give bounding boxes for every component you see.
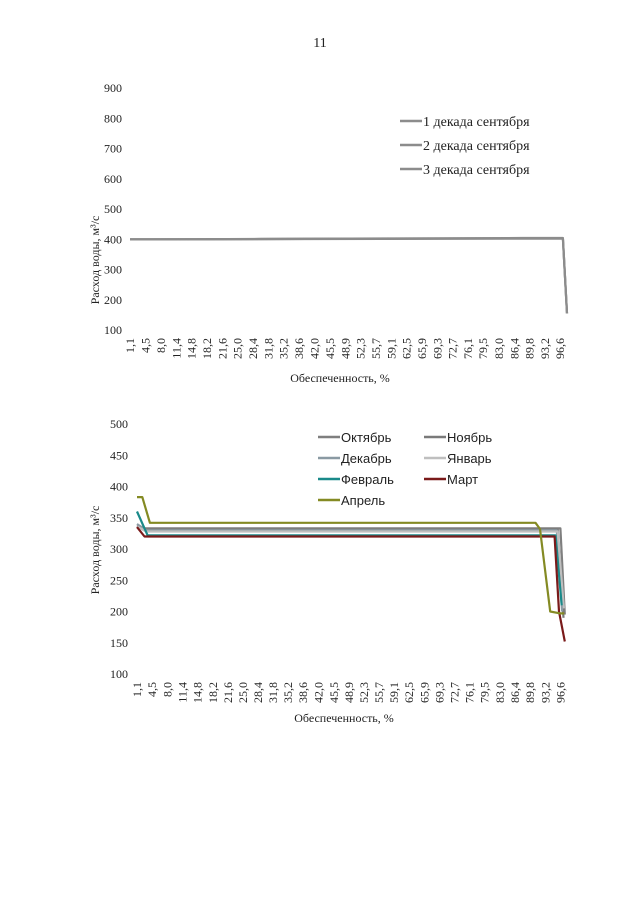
x-tick-label: 48,9 (338, 338, 353, 359)
x-tick-label: 31,8 (266, 682, 281, 703)
page-number: 11 (313, 36, 327, 51)
series-line-3 (130, 239, 567, 314)
y-tick-label: 100 (110, 667, 128, 681)
y-tick-label: 600 (104, 171, 122, 186)
x-tick-label: 62,5 (402, 682, 417, 703)
series-line-6 (137, 527, 565, 641)
x-tick-label: 35,2 (276, 338, 291, 359)
chart1-x-ticks (123, 338, 567, 359)
x-tick-label: 4,5 (138, 338, 153, 353)
legend-label: Ноябрь (447, 430, 493, 445)
chart2-legend (318, 430, 492, 508)
series-line-2 (130, 238, 567, 313)
legend-label: Февраль (341, 472, 394, 487)
series-line-2 (137, 527, 564, 618)
y-tick-label: 150 (110, 635, 128, 650)
chart2-x-axis-title: Обеспеченность, % (294, 711, 394, 725)
chart-october-april (0, 410, 640, 740)
x-tick-label: 42,0 (307, 338, 322, 359)
y-tick-label: 200 (104, 292, 122, 307)
x-tick-label: 89,8 (523, 682, 538, 703)
series-line-1 (137, 525, 565, 614)
chart1-series (130, 238, 567, 313)
x-tick-label: 69,3 (430, 338, 445, 359)
x-tick-label: 65,9 (414, 338, 429, 359)
x-tick-label: 28,4 (251, 682, 266, 703)
x-tick-label: 96,6 (553, 682, 568, 703)
x-tick-label: 76,1 (460, 338, 475, 359)
x-tick-label: 8,0 (154, 338, 169, 353)
chart1-y-ticks (104, 81, 122, 337)
y-tick-label: 450 (110, 448, 128, 463)
y-tick-label: 250 (110, 573, 128, 588)
x-tick-label: 59,1 (384, 338, 399, 359)
x-tick-label: 52,3 (356, 682, 371, 703)
x-tick-label: 93,2 (538, 682, 553, 703)
legend-label: Октябрь (341, 430, 392, 445)
chart-september (0, 70, 640, 390)
x-tick-label: 4,5 (145, 682, 160, 697)
chart2-y-ticks (110, 417, 128, 681)
x-tick-label: 45,5 (323, 338, 338, 359)
chart2-x-ticks (130, 682, 567, 703)
x-tick-label: 72,7 (445, 338, 460, 359)
chart1-legend (400, 115, 530, 178)
x-tick-label: 38,6 (296, 682, 311, 703)
chart2-series (137, 497, 565, 641)
x-tick-label: 83,0 (491, 338, 506, 359)
series-line-4 (137, 527, 564, 609)
x-tick-label: 86,4 (507, 338, 522, 359)
x-tick-label: 76,1 (462, 682, 477, 703)
x-tick-label: 55,7 (372, 682, 387, 703)
y-tick-label: 900 (104, 81, 122, 95)
series-line-1 (130, 238, 567, 313)
y-tick-label: 800 (104, 111, 122, 126)
x-tick-label: 31,8 (261, 338, 276, 359)
x-tick-label: 38,6 (291, 338, 306, 359)
x-tick-label: 14,8 (190, 682, 205, 703)
x-tick-label: 45,5 (326, 682, 341, 703)
y-tick-label: 300 (110, 542, 128, 556)
x-tick-label: 25,0 (235, 682, 250, 703)
x-tick-label: 25,0 (230, 338, 245, 359)
legend-label: Декабрь (341, 451, 392, 466)
y-tick-label: 700 (104, 141, 122, 156)
y-tick-label: 100 (104, 323, 122, 337)
x-tick-label: 21,6 (215, 338, 230, 359)
y-tick-label: 300 (104, 262, 122, 277)
x-tick-label: 65,9 (417, 682, 432, 703)
chart2-y-axis-title: Расход воды, м³/с (88, 505, 102, 595)
chart1-x-axis-title: Обеспеченность, % (290, 371, 390, 385)
y-tick-label: 400 (110, 479, 128, 494)
y-tick-label: 350 (110, 510, 128, 525)
x-tick-label: 52,3 (353, 338, 368, 359)
x-tick-label: 1,1 (130, 682, 144, 697)
legend-label: 3 декада сентября (423, 163, 530, 178)
x-tick-label: 14,8 (184, 338, 199, 359)
y-tick-label: 500 (104, 202, 122, 216)
x-tick-label: 59,1 (387, 682, 402, 703)
legend-label: Апрель (341, 493, 386, 508)
x-tick-label: 35,2 (281, 682, 296, 703)
x-tick-label: 11,4 (175, 682, 190, 703)
x-tick-label: 18,2 (200, 338, 215, 359)
x-tick-label: 83,0 (493, 682, 508, 703)
x-tick-label: 79,5 (477, 682, 492, 703)
x-tick-label: 28,4 (245, 338, 260, 359)
y-tick-label: 200 (110, 604, 128, 619)
x-tick-label: 72,7 (447, 682, 462, 703)
legend-label: 2 декада сентября (423, 139, 530, 154)
x-tick-label: 86,4 (508, 682, 523, 703)
x-tick-label: 55,7 (368, 338, 383, 359)
x-tick-label: 8,0 (160, 682, 175, 697)
x-tick-label: 96,6 (553, 338, 568, 359)
x-tick-label: 1,1 (123, 338, 137, 353)
x-tick-label: 21,6 (220, 682, 235, 703)
x-tick-label: 79,5 (476, 338, 491, 359)
x-tick-label: 69,3 (432, 682, 447, 703)
x-tick-label: 18,2 (205, 682, 220, 703)
legend-label: Март (447, 472, 479, 487)
legend-label: Январь (447, 451, 492, 466)
legend-label: 1 декада сентября (423, 115, 530, 130)
chart1-y-axis-title: Расход воды, м³/с (88, 215, 102, 305)
series-line-7 (137, 497, 564, 613)
x-tick-label: 89,8 (522, 338, 537, 359)
series-line-5 (137, 512, 562, 606)
y-tick-label: 400 (104, 232, 122, 247)
x-tick-label: 42,0 (311, 682, 326, 703)
x-tick-label: 62,5 (399, 338, 414, 359)
x-tick-label: 93,2 (537, 338, 552, 359)
y-tick-label: 500 (110, 417, 128, 431)
x-tick-label: 48,9 (341, 682, 356, 703)
x-tick-label: 11,4 (169, 338, 184, 359)
